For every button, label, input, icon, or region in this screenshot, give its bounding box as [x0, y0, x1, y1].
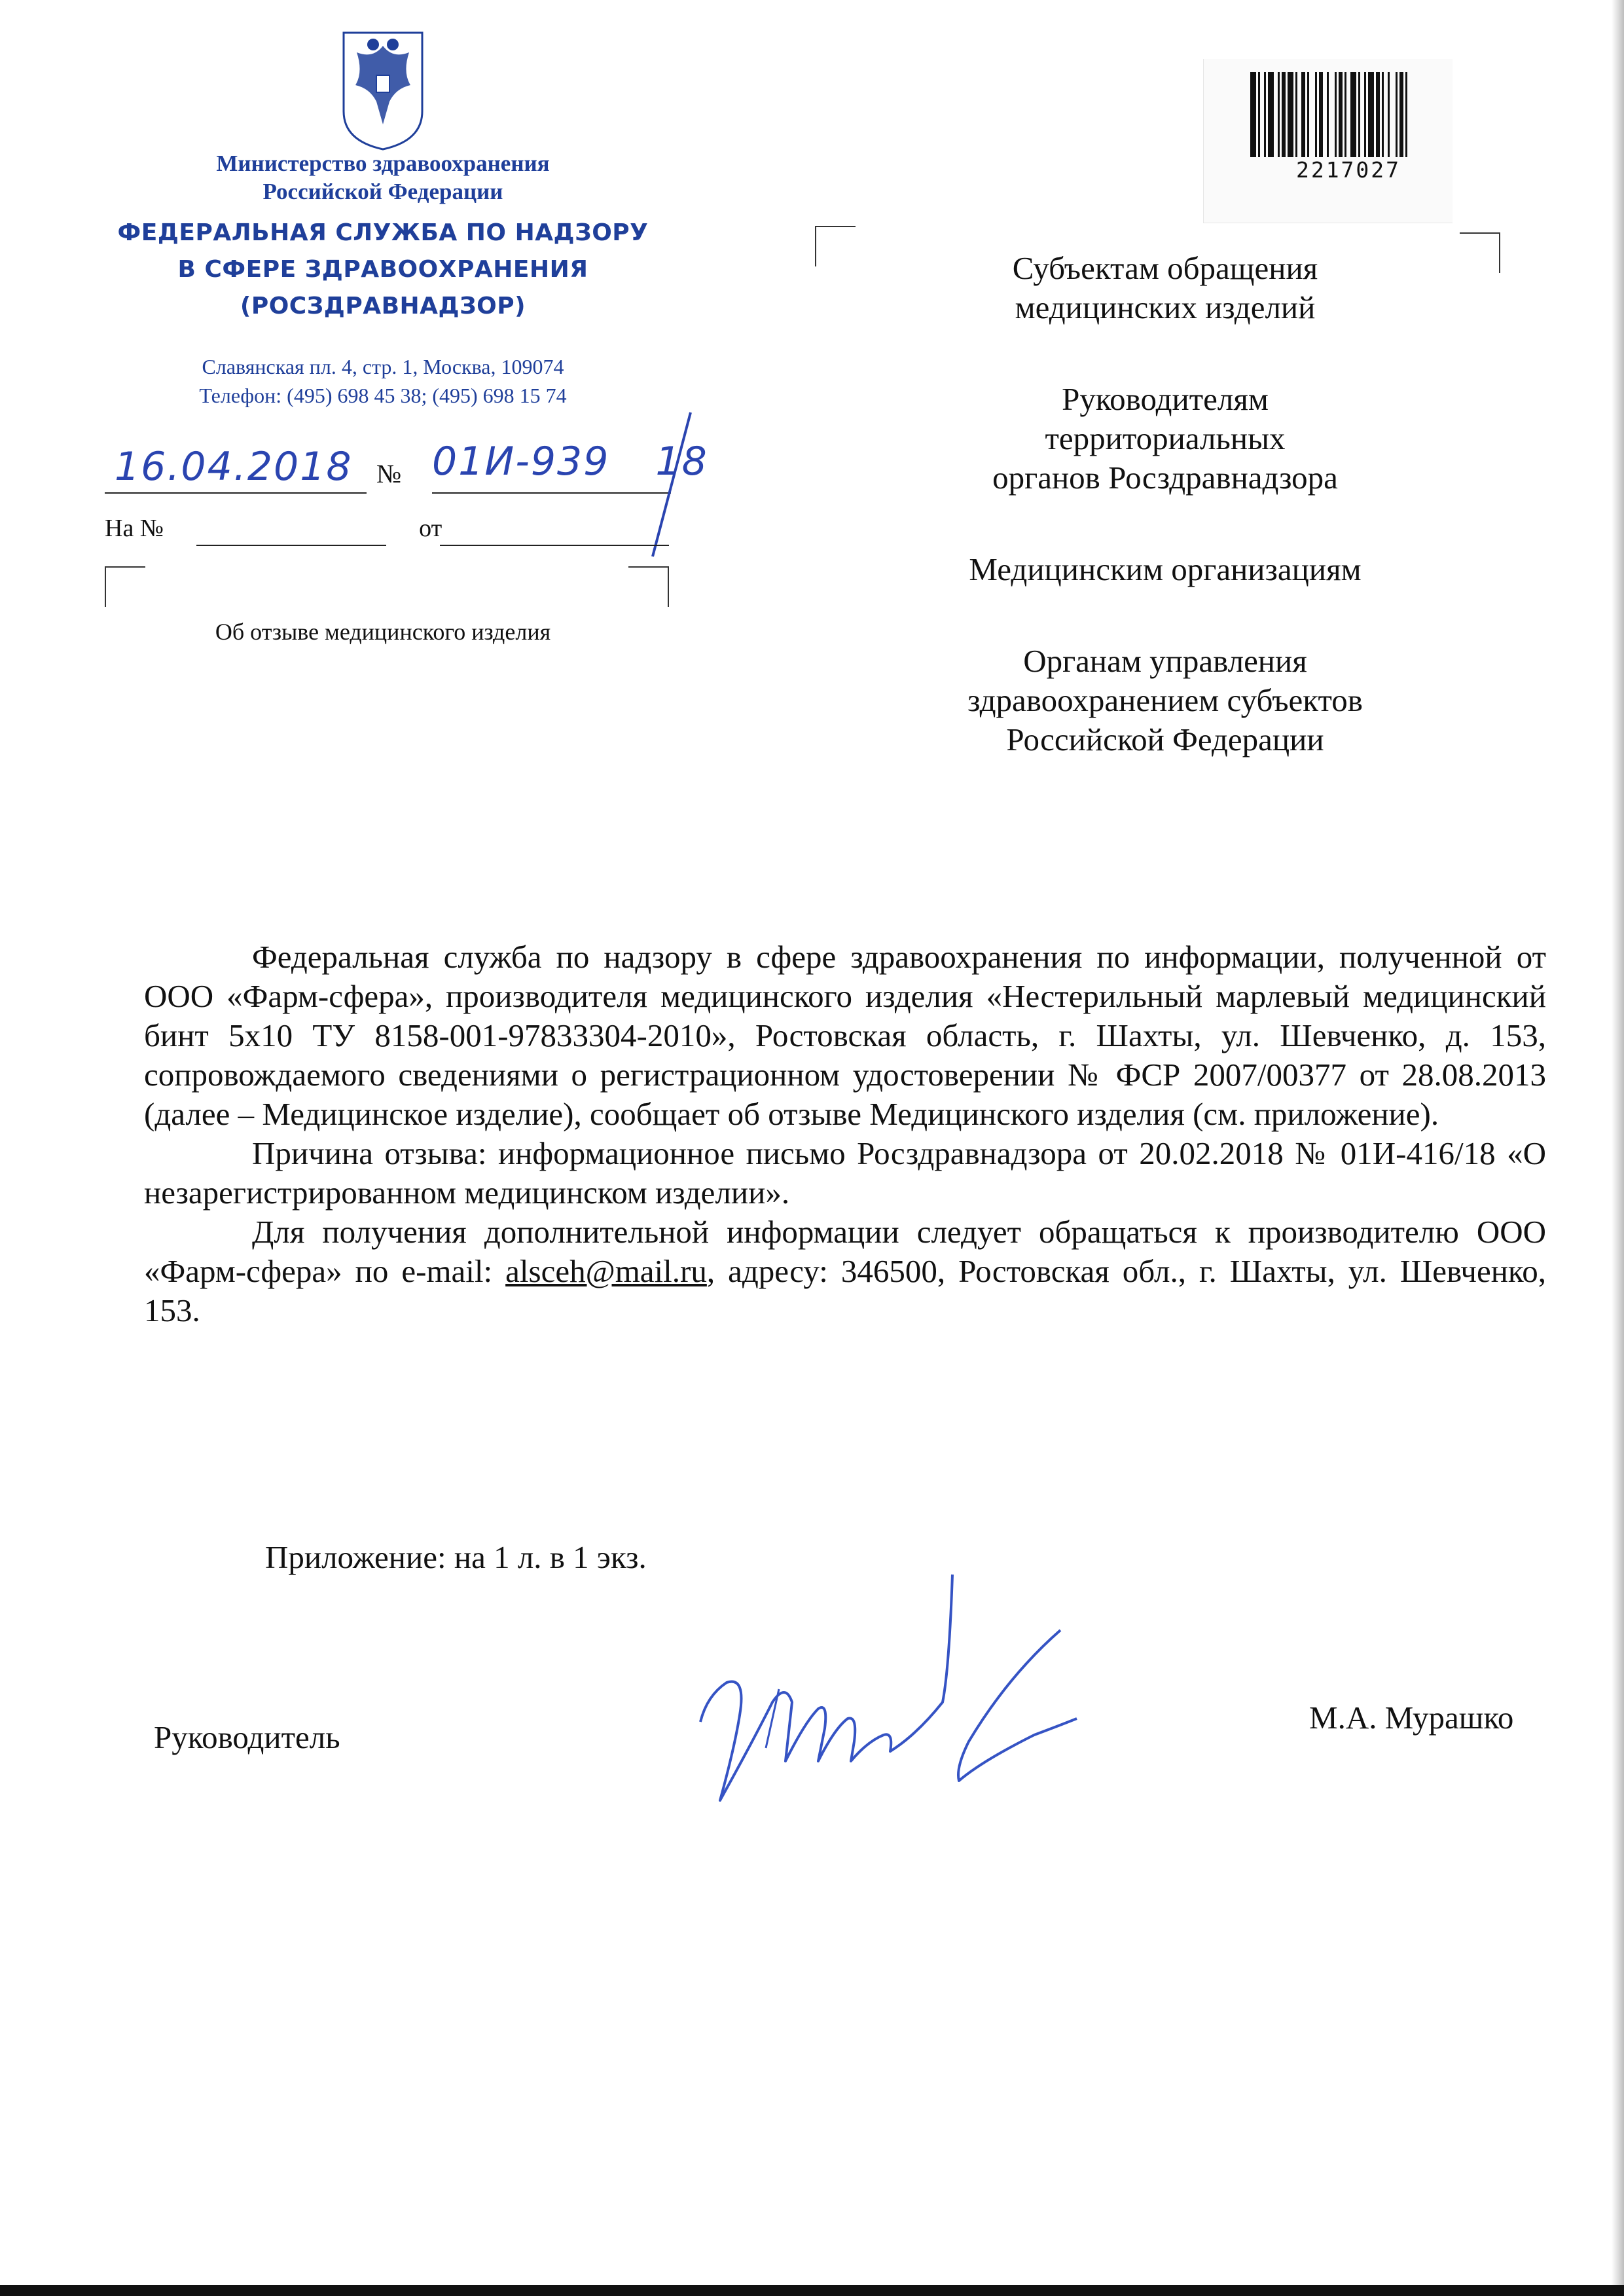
letter-body	[144, 938, 1546, 1330]
barcode-bar	[1327, 72, 1329, 157]
barcode-bar	[1307, 72, 1309, 157]
addressee: Медицинским организациям	[969, 551, 1362, 587]
addressee: Органам управления здравоохранением субъектов Российской Федерации	[967, 643, 1363, 757]
barcode-bar	[1358, 72, 1360, 157]
registration-number: 01И-939 18	[432, 439, 708, 484]
barcode-bar	[1295, 72, 1297, 157]
number-underline	[432, 492, 671, 494]
coat-of-arms-emblem	[337, 20, 429, 151]
barcode-bar	[1364, 72, 1366, 157]
handwritten-signature	[694, 1571, 1100, 1833]
body-paragraph: Федеральная служба по надзору в сфере здравоохранения по информации, полученной от ООО «Фарм-сфера», производителя медицинского изделия «Нестерильный марлевый медицинский бинт 5x10 ТУ 8158-001-97833304-2010», Ростовская область, г. Шахты, ул. Шевченко, д. 153, сопровождаемого сведениями о регистрационном удостоверении № ФСР 2007/00377 от 28.08.2013 (далее – Медицинское изделие), сообщает об отзыве Медицинского изделия (см. приложение).	[144, 939, 1546, 1132]
service-name: ФЕДЕРАЛЬНАЯ СЛУЖБА ПО НАДЗОРУ В СФЕРЕ ЗДРАВООХРАНЕНИЯ (РОСЗДРАВНАДЗОР)	[117, 219, 649, 319]
barcode-bar	[1319, 72, 1323, 157]
barcode-bar	[1396, 72, 1398, 157]
handwritten-slash	[645, 406, 697, 563]
addressee-block	[903, 249, 1427, 812]
barcode-bar	[1350, 72, 1356, 157]
body-paragraph: Причина отзыва: информационное письмо Росздравнадзора от 20.02.2018 № 01И-416/18 «О незарегистрированном медицинском изделии».	[144, 1135, 1546, 1211]
barcode-number: 2217027	[1295, 157, 1401, 183]
barcode-bar	[1268, 72, 1274, 157]
barcode-bar	[1315, 72, 1317, 157]
reference-row: На № от	[105, 515, 442, 542]
email-link[interactable]: alsceh@mail.ru	[505, 1253, 707, 1289]
signatory-name: М.А. Мурашко	[1309, 1700, 1514, 1736]
letterhead-address: Славянская пл. 4, стр. 1, Москва, 109074 Телефон: (495) 698 45 38; (495) 698 15 74	[199, 355, 567, 407]
letter-subject: Об отзыве медицинского изделия	[215, 619, 551, 645]
subject-bracket-left	[105, 566, 145, 607]
scan-edge	[1612, 0, 1624, 2296]
barcode-bar	[1258, 72, 1260, 157]
ministry-name: Министерство здравоохранения Российской Федерации	[216, 151, 550, 204]
body-paragraph: Для получения дополнительной информации следует обращаться к производителю ООО «Фарм-сфера» по e-mail: alsceh@mail.ru, адресу: 346500, Ростовская обл., г. Шахты, ул. Шевченко, 153.	[144, 1214, 1546, 1328]
registration-date: 16.04.2018	[115, 444, 353, 490]
date-underline	[105, 492, 367, 494]
attachment-note: Приложение: на 1 л. в 1 экз.	[265, 1539, 647, 1575]
barcode-bar	[1376, 72, 1380, 157]
number-sign: №	[376, 459, 402, 488]
reference-number-line	[196, 545, 386, 546]
addressee-bracket-left	[815, 226, 856, 266]
barcode-bars	[1250, 72, 1447, 157]
barcode-bar	[1368, 72, 1374, 157]
signatory-role: Руководитель	[154, 1719, 340, 1755]
barcode-bar	[1301, 72, 1305, 157]
barcode-bar	[1388, 72, 1390, 157]
barcode-bar	[1335, 72, 1337, 157]
addressee: Субъектам обращения медицинских изделий	[1012, 250, 1318, 325]
subject-bracket-right	[628, 566, 669, 607]
addressee: Руководителям территориальных органов Росздравнадзора	[992, 381, 1338, 496]
reference-date-line	[440, 545, 669, 546]
barcode-bar	[1282, 72, 1286, 157]
barcode-bar	[1264, 72, 1266, 157]
barcode-bar	[1382, 72, 1384, 157]
barcode-bar	[1278, 72, 1280, 157]
barcode-bar	[1250, 72, 1256, 157]
barcode-bar	[1339, 72, 1343, 157]
barcode-bar	[1399, 72, 1403, 157]
addressee-bracket-right	[1460, 232, 1500, 273]
scan-edge-bottom	[0, 2285, 1624, 2296]
barcode-bar	[1344, 72, 1346, 157]
barcode-bar	[1288, 72, 1293, 157]
barcode-bar	[1405, 72, 1407, 157]
